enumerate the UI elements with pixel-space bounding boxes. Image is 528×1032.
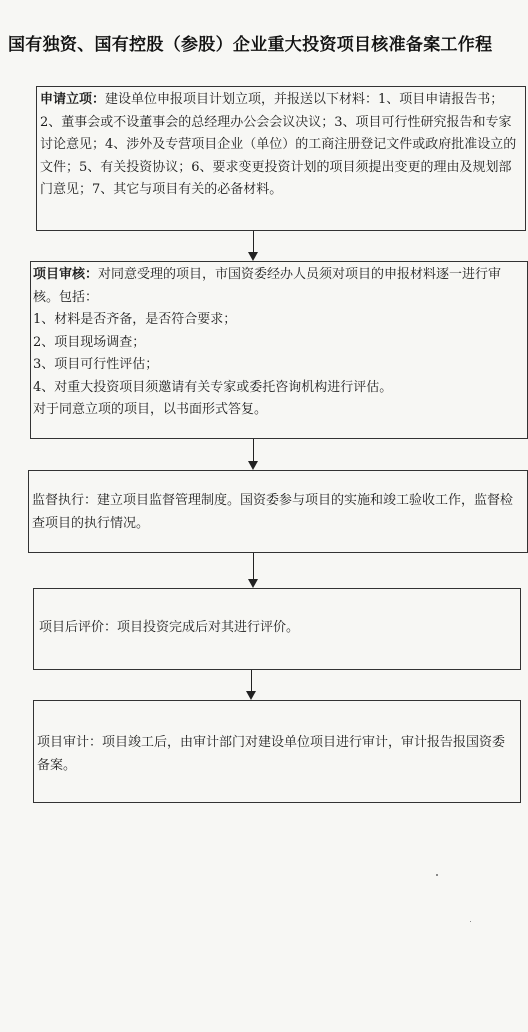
step-apply-project-label: 申请立项：	[40, 92, 106, 107]
review-criteria-item: 4、对重大投资项目须邀请有关专家或委托咨询机构进行评估。	[33, 379, 393, 395]
flow-arrow-1	[248, 231, 260, 261]
step-project-review-label: 项目审核：	[33, 267, 99, 282]
step-post-evaluation	[33, 588, 521, 670]
review-criteria-item: 3、项目可行性评估；	[33, 357, 159, 372]
scan-speck	[470, 921, 471, 922]
step-post-evaluation-text: 项目后评价：项目投资完成后对其进行评价。	[39, 620, 300, 635]
review-criteria-item: 1、材料是否齐备，是否符合要求；	[33, 312, 237, 327]
flow-arrow-4	[246, 670, 258, 700]
step-supervise-execution	[28, 470, 528, 553]
flow-arrow-3	[248, 553, 260, 588]
scan-speck	[436, 874, 438, 876]
flow-arrow-2	[248, 439, 260, 470]
step-project-review	[30, 261, 528, 439]
step-apply-project	[36, 86, 526, 231]
page-title: 国有独资、国有控股（参股）企业重大投资项目核准备案工作程	[8, 35, 493, 55]
step-supervise-execution-text: 监督执行：建立项目监督管理制度。国资委参与项目的实施和竣工验收工作，监督检查项目的执行情况。	[32, 493, 514, 531]
step-project-review-text: 对同意受理的项目，市国资委经办人员须对项目的申报材料逐一进行审核。包括：	[33, 267, 502, 305]
step-project-audit-text: 项目审计：项目竣工后，由审计部门对建设单位项目进行审计，审计报告报国资委备案。	[37, 735, 506, 773]
review-criteria-item: 2、项目现场调查；	[33, 334, 146, 350]
step-project-review-intro	[33, 264, 525, 309]
step-project-review-conclusion: 对于同意立项的项目，以书面形式答复。	[33, 402, 268, 417]
step-project-audit	[33, 700, 521, 803]
step-apply-project-text: 建设单位申报项目计划立项，并报送以下材料：1、项目申请报告书；2、董事会或不设董事会的总经理办公会会议决议；3、项目可行性研究报告和专家讨论意见；4、涉外及专营项目企业（单位）的工商注册登记文件或政府批准设立的文件；5、有关投资协议；6、要求变更投资计划的项目须提出变更的理由及规划部门意见；7、其它与项目有关的必备材料。	[40, 92, 517, 197]
